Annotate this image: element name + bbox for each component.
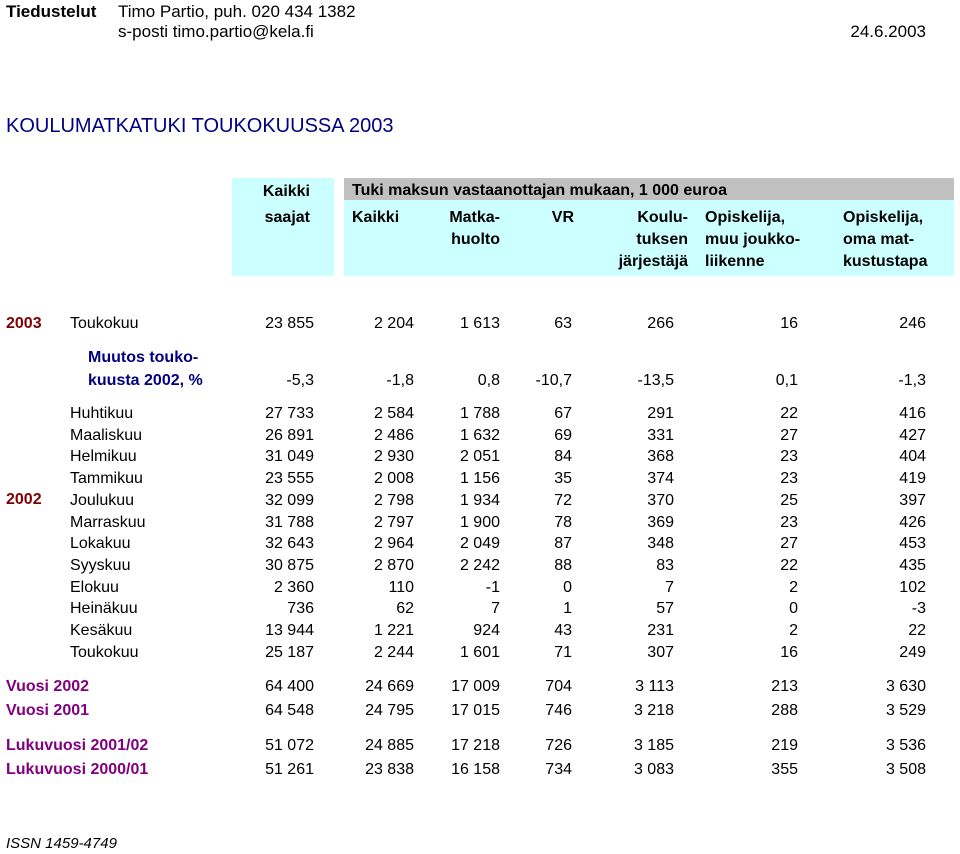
cell: 27 <box>780 426 798 444</box>
cell: 924 <box>473 622 500 639</box>
cell: 102 <box>899 578 926 596</box>
cell: 2 204 <box>373 315 414 332</box>
cell: 427 <box>899 426 926 444</box>
cell: 88 <box>554 556 572 574</box>
cell: 22 <box>780 405 798 422</box>
cell: 348 <box>647 535 674 553</box>
contact-line-2: s-posti timo.partio@kela.fi <box>118 22 314 41</box>
table-row <box>0 490 960 512</box>
table-row <box>0 577 960 599</box>
cell: 27 <box>780 535 798 553</box>
table-row <box>0 620 960 642</box>
cell: 24 669 <box>365 678 414 695</box>
table-row <box>0 555 960 577</box>
table-row <box>0 700 960 722</box>
cell: 26 891 <box>265 426 314 444</box>
cell: 3 630 <box>885 678 926 695</box>
cell: 736 <box>287 600 314 618</box>
cell: 69 <box>554 426 572 444</box>
cell: 3 529 <box>885 702 926 719</box>
cell: 24 795 <box>365 702 414 719</box>
cell: 249 <box>899 643 926 661</box>
cell: 23 855 <box>265 315 314 332</box>
col-oma-2: oma mat- <box>843 231 915 248</box>
row-label: Marraskuu <box>70 513 146 531</box>
row-label: Syyskuu <box>70 556 131 574</box>
row-label: Elokuu <box>70 578 119 596</box>
table-row <box>0 512 960 534</box>
cell: 3 218 <box>633 702 674 719</box>
cell: 27 733 <box>265 405 314 422</box>
table-row <box>0 468 960 490</box>
col-koulutuksen-3: järjestäjä <box>618 253 688 270</box>
report-date: 24.6.2003 <box>850 22 926 41</box>
cell: 0 <box>563 578 572 596</box>
cell: 0,8 <box>477 372 500 389</box>
cell: 2 244 <box>373 643 414 661</box>
table-row-change <box>0 370 960 392</box>
cell: 7 <box>665 578 674 596</box>
cell: -1 <box>485 578 500 596</box>
cell: 2 584 <box>373 405 414 422</box>
col-koulutuksen-1: Koulu- <box>637 209 688 226</box>
cell: -3 <box>911 600 926 618</box>
cell: 266 <box>647 315 674 332</box>
cell: 25 <box>780 491 798 509</box>
cell: 22 <box>780 556 798 574</box>
table-row-current <box>0 313 960 335</box>
cell: 2 964 <box>373 535 414 553</box>
table-row <box>0 533 960 555</box>
col-group-header: Tuki maksun vastaanottajan mukaan, 1 000 euroa <box>352 182 727 199</box>
col-muu-2: muu joukko- <box>705 231 801 248</box>
cell: 87 <box>554 535 572 553</box>
cell: 1 613 <box>459 315 500 332</box>
col-all-line2: saajat <box>264 209 310 226</box>
cell: 2 486 <box>373 426 414 444</box>
cell: 43 <box>554 622 572 639</box>
cell: 355 <box>771 761 798 778</box>
table-row <box>0 425 960 447</box>
cell: 704 <box>545 678 572 695</box>
cell: 3 083 <box>633 761 674 778</box>
cell: 369 <box>647 513 674 531</box>
table-row <box>0 759 960 781</box>
cell: -5,3 <box>286 372 314 389</box>
table-row <box>0 403 960 425</box>
cell: 62 <box>396 600 414 618</box>
cell: 370 <box>647 491 674 509</box>
cell: 17 015 <box>451 702 500 719</box>
cell: 2 <box>789 578 798 596</box>
cell: 16 158 <box>451 761 500 778</box>
cell: 23 555 <box>265 470 314 488</box>
cell: 7 <box>491 600 500 618</box>
col-muu-1: Opiskelija, <box>705 209 786 226</box>
cell: 2 798 <box>373 491 414 509</box>
col-muu-3: liikenne <box>705 253 765 270</box>
cell: 435 <box>899 556 926 574</box>
cell: 2 797 <box>373 513 414 531</box>
cell: 213 <box>771 678 798 695</box>
cell: 71 <box>554 643 572 661</box>
cell: 31 049 <box>265 448 314 466</box>
cell: 64 400 <box>265 678 314 695</box>
cell: -1,3 <box>898 372 926 389</box>
cell: 2 870 <box>373 556 414 574</box>
cell: 426 <box>899 513 926 531</box>
cell: 397 <box>899 491 926 509</box>
cell: 419 <box>899 470 926 488</box>
cell: 368 <box>647 448 674 466</box>
col-matkahuolto-1: Matka- <box>449 209 500 226</box>
row-label: Helmikuu <box>70 448 137 466</box>
cell: 1 788 <box>459 405 500 422</box>
cell: 51 261 <box>265 761 314 778</box>
cell: 2 <box>789 622 798 639</box>
col-all-line1: Kaikki <box>262 183 310 200</box>
row-label: Lukuvuosi 2001/02 <box>6 737 149 754</box>
row-label: Vuosi 2002 <box>6 678 90 695</box>
cell: 734 <box>545 761 572 778</box>
cell: 83 <box>656 556 674 574</box>
cell: 84 <box>554 448 572 466</box>
col-oma-1: Opiskelija, <box>843 209 924 226</box>
header-label: Tiedustelut <box>6 2 97 21</box>
cell: 453 <box>899 535 926 553</box>
cell: 374 <box>647 470 674 488</box>
change-label-2: kuusta 2002, % <box>88 372 203 389</box>
cell: 72 <box>554 491 572 509</box>
cell: 1 <box>563 600 572 618</box>
cell: 1 601 <box>459 643 500 661</box>
col-koulutuksen-2: tuksen <box>636 231 688 248</box>
cell: 726 <box>545 737 572 754</box>
cell: 746 <box>545 702 572 719</box>
row-label: Huhtikuu <box>70 405 134 422</box>
cell: 2 051 <box>459 448 500 466</box>
cell: 23 <box>780 513 798 531</box>
issn-footer: ISSN 1459-4749 <box>6 835 117 852</box>
col-kaikki: Kaikki <box>352 209 400 226</box>
cell: 16 <box>780 315 798 332</box>
row-year: 2003 <box>6 315 42 332</box>
row-label: Lokakuu <box>70 535 131 553</box>
cell: 0 <box>789 600 798 618</box>
cell: 32 099 <box>265 491 314 509</box>
row-label: Toukokuu <box>70 643 139 661</box>
cell: 2 049 <box>459 535 500 553</box>
row-label: Kesäkuu <box>70 622 133 639</box>
cell: 219 <box>771 737 798 754</box>
cell: 35 <box>554 470 572 488</box>
cell: 231 <box>647 622 674 639</box>
cell: 416 <box>899 405 926 422</box>
table-row <box>0 735 960 757</box>
row-month: Toukokuu <box>70 315 139 332</box>
cell: -1,8 <box>386 372 414 389</box>
cell: 24 885 <box>365 737 414 754</box>
cell: 246 <box>899 315 926 332</box>
row-label: Heinäkuu <box>70 600 138 618</box>
cell: 0,1 <box>775 372 798 389</box>
table-row <box>0 676 960 698</box>
cell: 2 360 <box>273 578 314 596</box>
row-label: Tammikuu <box>70 470 143 488</box>
cell: 57 <box>656 600 674 618</box>
cell: 1 632 <box>459 426 500 444</box>
cell: 13 944 <box>265 622 314 639</box>
cell: 2 008 <box>373 470 414 488</box>
col-vr: VR <box>551 209 574 226</box>
cell: 1 900 <box>459 513 500 531</box>
cell: 3 185 <box>633 737 674 754</box>
cell: 67 <box>554 405 572 422</box>
cell: 23 <box>780 470 798 488</box>
col-matkahuolto-2: huolto <box>451 231 500 248</box>
cell: 32 643 <box>265 535 314 553</box>
cell: 307 <box>647 643 674 661</box>
cell: 110 <box>388 578 414 596</box>
months-year-label: 2002 <box>6 491 42 508</box>
cell: 23 <box>780 448 798 466</box>
cell: 64 548 <box>265 702 314 719</box>
row-label: Joulukuu <box>70 491 135 509</box>
cell: 3 536 <box>885 737 926 754</box>
cell: 2 930 <box>373 448 414 466</box>
cell: 63 <box>554 315 572 332</box>
cell: 1 221 <box>373 622 414 639</box>
row-label: Lukuvuosi 2000/01 <box>6 761 149 778</box>
cell: 78 <box>554 513 572 531</box>
cell: 31 788 <box>265 513 314 531</box>
cell: -13,5 <box>637 372 674 389</box>
cell: 291 <box>647 405 674 422</box>
cell: 2 242 <box>459 556 500 574</box>
cell: 23 838 <box>365 761 414 778</box>
cell: 16 <box>780 643 798 661</box>
cell: 22 <box>908 622 926 639</box>
change-label-1: Muutos touko- <box>88 349 199 366</box>
row-label: Maaliskuu <box>70 426 143 444</box>
cell: 331 <box>647 426 674 444</box>
cell: 3 508 <box>885 761 926 778</box>
cell: 404 <box>899 448 926 466</box>
cell: 3 113 <box>635 678 674 695</box>
cell: 17 009 <box>451 678 500 695</box>
cell: 1 934 <box>459 491 500 509</box>
cell: 17 218 <box>451 737 500 754</box>
table-row <box>0 598 960 620</box>
cell: 1 156 <box>459 470 500 488</box>
col-oma-3: kustustapa <box>843 253 928 270</box>
cell: 288 <box>771 702 798 719</box>
table-row <box>0 642 960 664</box>
cell: -10,7 <box>535 372 572 389</box>
contact-line-1: Timo Partio, puh. 020 434 1382 <box>118 2 356 21</box>
row-label: Vuosi 2001 <box>6 702 90 719</box>
cell: 25 187 <box>265 643 314 661</box>
page-title: KOULUMATKATUKI TOUKOKUUSSA 2003 <box>6 115 394 137</box>
cell: 51 072 <box>265 737 314 754</box>
table-row <box>0 446 960 468</box>
cell: 30 875 <box>265 556 314 574</box>
